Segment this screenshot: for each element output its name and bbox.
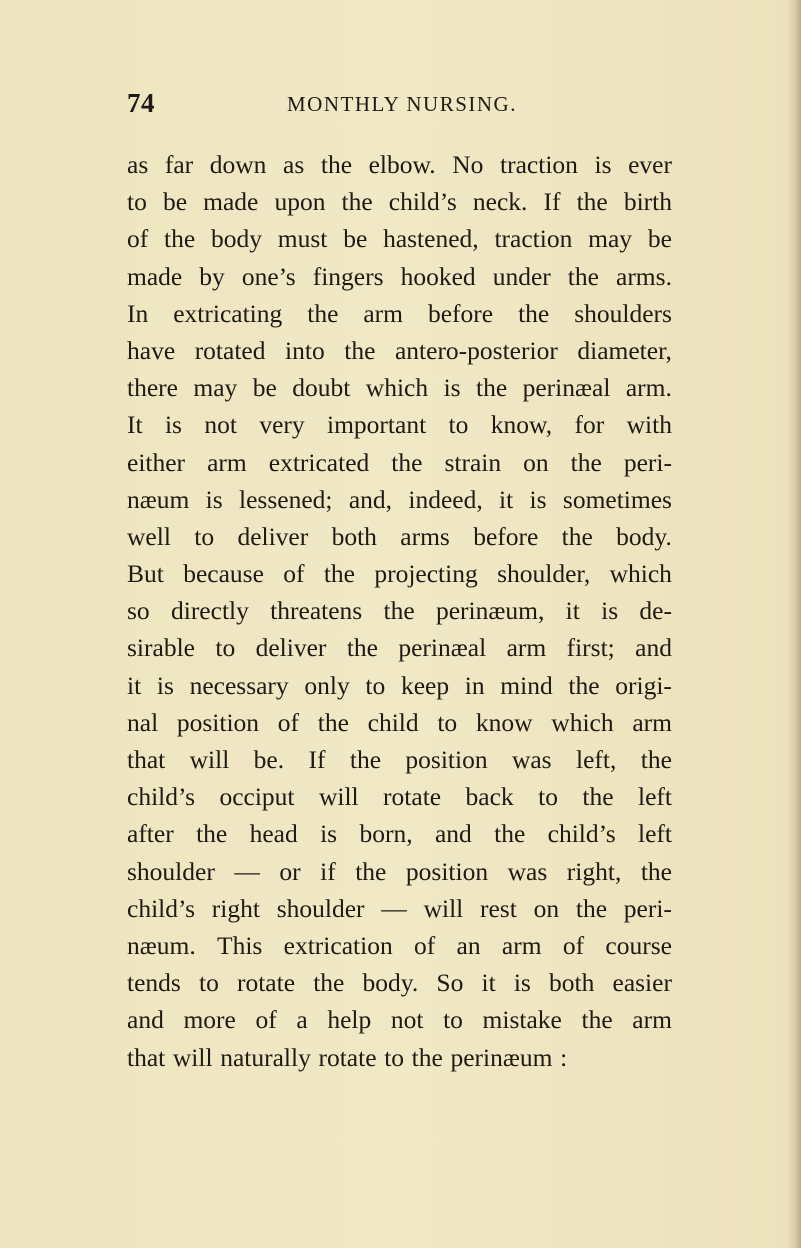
word: will — [318, 782, 359, 812]
running-head: MONTHLY NURSING. — [287, 92, 517, 116]
word: body. — [362, 968, 419, 998]
word: to — [215, 633, 236, 663]
word: may — [588, 224, 633, 254]
text-line — [127, 258, 672, 295]
word: left, — [576, 745, 617, 774]
word: both — [331, 521, 377, 551]
word: So — [436, 968, 464, 998]
word: lessened; — [239, 484, 333, 514]
word: to — [384, 1042, 405, 1072]
word: be — [162, 187, 188, 217]
word: is — [443, 373, 461, 403]
word: will — [189, 745, 230, 774]
word: is — [601, 596, 619, 626]
word: is — [164, 410, 182, 440]
word: left — [638, 782, 672, 812]
word: shoulder — [127, 856, 215, 886]
word: down — [209, 150, 267, 179]
word: with — [626, 410, 672, 440]
word: and — [635, 633, 672, 663]
word: an — [456, 930, 481, 960]
text-line — [127, 592, 672, 629]
word: of — [255, 1005, 277, 1035]
word: In — [127, 298, 149, 328]
word: arm — [632, 707, 672, 737]
word: know — [475, 707, 533, 737]
word: threatens — [270, 596, 363, 626]
word: the — [518, 298, 550, 328]
word: position — [405, 856, 489, 886]
word: the — [570, 447, 602, 477]
word: But — [127, 559, 164, 589]
word: a — [296, 1005, 308, 1035]
text-line — [127, 1039, 672, 1076]
word: or — [279, 856, 301, 886]
word: It — [127, 410, 143, 440]
word: arms — [400, 521, 450, 551]
word: the — [476, 373, 508, 403]
word: to — [443, 1005, 463, 1035]
word: necessary — [189, 670, 289, 700]
page-edge-shadow — [787, 0, 801, 1248]
word: sirable — [127, 633, 195, 663]
text-line — [127, 704, 672, 741]
word: perinæal — [522, 373, 611, 403]
word: as — [283, 150, 305, 179]
word: sometimes — [562, 484, 672, 514]
word: so — [127, 596, 150, 626]
word: the — [640, 856, 672, 886]
word: very — [259, 410, 305, 440]
word: næum. — [127, 930, 196, 960]
word: child’s — [388, 187, 457, 217]
word: right — [211, 893, 260, 923]
word: for — [574, 410, 605, 440]
word: of — [562, 930, 585, 960]
word: because — [183, 559, 264, 589]
word: shoulder — [276, 893, 365, 923]
word: which — [365, 373, 429, 403]
word: made — [127, 261, 183, 291]
word: of — [127, 224, 149, 254]
word: rotate — [236, 968, 296, 998]
body-text — [127, 146, 672, 1076]
word: not — [390, 1005, 424, 1035]
page-number: 74 — [127, 88, 155, 118]
word: back — [465, 782, 514, 812]
word: it — [499, 484, 514, 514]
word: to — [448, 410, 469, 440]
word: either — [127, 447, 186, 477]
word: extrication — [283, 930, 393, 960]
word: peri- — [623, 893, 672, 923]
word: it — [481, 968, 496, 998]
word: If — [308, 745, 326, 774]
word: made — [203, 187, 259, 217]
word: to — [198, 968, 219, 998]
word: the — [349, 745, 382, 774]
word: the — [346, 633, 378, 663]
word: antero-posterior — [394, 335, 558, 365]
word: well — [127, 521, 171, 551]
word: is — [320, 819, 338, 849]
word: in — [464, 670, 485, 700]
word: hastened, — [383, 224, 479, 254]
word: first; — [566, 633, 615, 663]
word: directly — [170, 596, 249, 626]
word: the — [561, 521, 593, 551]
word: position — [176, 707, 260, 737]
word: perinæal — [398, 633, 487, 663]
word: after — [127, 819, 174, 849]
word: arms. — [616, 261, 672, 291]
word: have — [127, 335, 176, 365]
word: næum — [127, 484, 190, 514]
word: projecting — [374, 559, 478, 589]
word: the — [581, 1005, 613, 1035]
word: rotate — [383, 782, 442, 812]
word: perinæum — [450, 1042, 553, 1072]
word: will — [172, 1042, 213, 1072]
word: that — [127, 1042, 166, 1072]
word: child — [367, 707, 419, 737]
word: traction — [500, 150, 578, 179]
word: of — [277, 707, 300, 737]
word: is — [513, 968, 531, 998]
word: only — [304, 670, 350, 700]
word: it — [127, 670, 142, 700]
word: the — [164, 224, 196, 254]
word: upon — [274, 187, 326, 217]
word: important — [327, 410, 427, 440]
word: left — [638, 819, 672, 849]
word: shoulder, — [497, 559, 591, 589]
page-header — [127, 88, 669, 128]
word: is — [529, 484, 547, 514]
text-line — [127, 778, 672, 815]
word: to — [365, 670, 386, 700]
text-line — [127, 741, 672, 778]
word: the — [391, 447, 423, 477]
word: be — [343, 224, 368, 254]
word: may — [193, 373, 238, 403]
word: to — [127, 187, 147, 217]
word: far — [164, 150, 194, 179]
word: and, — [348, 484, 393, 514]
word: is — [594, 150, 612, 179]
word: nal — [127, 707, 159, 737]
word: arm — [506, 633, 547, 663]
word: occiput — [219, 782, 295, 812]
word: the — [582, 782, 614, 812]
word: rest — [480, 893, 517, 923]
text-line — [127, 295, 672, 332]
word: the — [567, 261, 599, 291]
text-line — [127, 332, 672, 369]
word: to — [437, 707, 458, 737]
word: and — [434, 819, 472, 849]
word: This — [217, 930, 263, 960]
word: perinæum, — [435, 596, 545, 626]
word: — — [381, 893, 407, 923]
word: indeed, — [408, 484, 483, 514]
word: which — [609, 559, 672, 589]
word: naturally — [220, 1042, 311, 1072]
word: the — [320, 150, 353, 179]
word: not — [204, 410, 237, 440]
text-line — [127, 927, 672, 964]
word: the — [344, 335, 376, 365]
word: fingers — [312, 261, 384, 291]
text-line — [127, 890, 672, 927]
word: diameter, — [577, 335, 672, 365]
text-line — [127, 220, 672, 257]
text-line — [127, 406, 672, 443]
word: hooked — [400, 261, 476, 291]
word: was — [507, 856, 548, 886]
word: the — [307, 298, 339, 328]
word: deliver — [255, 633, 327, 663]
word: before — [473, 521, 539, 551]
word: be — [647, 224, 672, 254]
word: the — [323, 559, 355, 589]
word: rotated — [194, 335, 266, 365]
word: position — [405, 745, 488, 774]
word: of — [414, 930, 436, 960]
word: be — [252, 373, 277, 403]
text-line — [127, 481, 672, 518]
word: the — [341, 187, 373, 217]
word: peri- — [623, 447, 672, 477]
word: arm. — [625, 373, 672, 403]
word: of — [283, 559, 305, 589]
word: shoulders — [574, 298, 672, 328]
text-line — [127, 629, 672, 666]
word: body. — [616, 521, 672, 551]
word: the — [383, 596, 415, 626]
word: elbow. — [368, 150, 436, 179]
word: to — [194, 521, 215, 551]
word: the — [411, 1042, 443, 1072]
word: arm — [501, 930, 542, 960]
word: the — [313, 968, 345, 998]
word: course — [605, 930, 672, 960]
word: — — [234, 856, 260, 886]
word: be. — [253, 745, 285, 774]
word: the — [575, 893, 608, 923]
word: origi- — [615, 670, 672, 700]
word: born, — [359, 819, 413, 849]
word: ever — [628, 150, 672, 179]
text-line — [127, 815, 672, 852]
word: the — [576, 187, 608, 217]
word: the — [494, 819, 526, 849]
word: if — [320, 856, 336, 886]
word: know, — [490, 410, 553, 440]
word: which — [551, 707, 614, 737]
word: was — [511, 745, 552, 774]
text-line — [127, 1001, 672, 1038]
word: If — [543, 187, 561, 217]
word: the — [317, 707, 349, 737]
word: extricated — [268, 447, 370, 477]
text-line — [127, 146, 672, 183]
text-line — [127, 853, 672, 890]
word: de- — [639, 596, 672, 626]
word: child’s — [127, 893, 195, 923]
word: child’s — [127, 782, 195, 812]
text-line — [127, 518, 672, 555]
word: easier — [612, 968, 672, 998]
word: right, — [566, 856, 622, 886]
word: birth — [623, 187, 672, 217]
word: arm — [207, 447, 247, 477]
word: under — [492, 261, 551, 291]
word: No — [452, 150, 484, 179]
word: arm — [363, 298, 404, 328]
word: head — [249, 819, 298, 849]
word: the — [568, 670, 600, 700]
word: child’s — [547, 819, 616, 849]
word: : — [560, 1042, 568, 1072]
word: traction — [494, 224, 573, 254]
word: mistake — [482, 1005, 562, 1035]
word: help — [327, 1005, 372, 1035]
word: the — [355, 856, 387, 886]
text-line — [127, 667, 672, 704]
word: the — [640, 745, 672, 774]
word: more — [183, 1005, 236, 1035]
word: that — [127, 745, 166, 774]
word: there — [127, 373, 178, 403]
word: the — [196, 819, 228, 849]
word: by — [199, 261, 225, 291]
word: tends — [127, 968, 181, 998]
word: must — [277, 224, 328, 254]
text-line — [127, 444, 672, 481]
word: as — [127, 150, 149, 179]
word: body — [211, 224, 262, 254]
word: arm — [632, 1005, 672, 1035]
word: strain — [444, 447, 502, 477]
word: into — [285, 335, 325, 365]
word: to — [538, 782, 558, 812]
word: is — [156, 670, 174, 700]
word: both — [549, 968, 595, 998]
text-line — [127, 369, 672, 406]
word: extricating — [173, 298, 283, 328]
text-line — [127, 555, 672, 592]
word: deliver — [237, 521, 309, 551]
word: it — [565, 596, 580, 626]
word: and — [127, 1005, 164, 1035]
text-line — [127, 183, 672, 220]
text-line — [127, 964, 672, 1001]
word: on — [523, 447, 549, 477]
word: rotate — [318, 1042, 377, 1072]
word: will — [423, 893, 464, 923]
word: neck. — [472, 187, 528, 217]
word: before — [427, 298, 494, 328]
word: keep — [400, 670, 450, 700]
word: one’s — [241, 261, 296, 291]
word: is — [205, 484, 223, 514]
word: doubt — [292, 373, 351, 403]
word: mind — [500, 670, 553, 700]
word: on — [533, 893, 560, 923]
